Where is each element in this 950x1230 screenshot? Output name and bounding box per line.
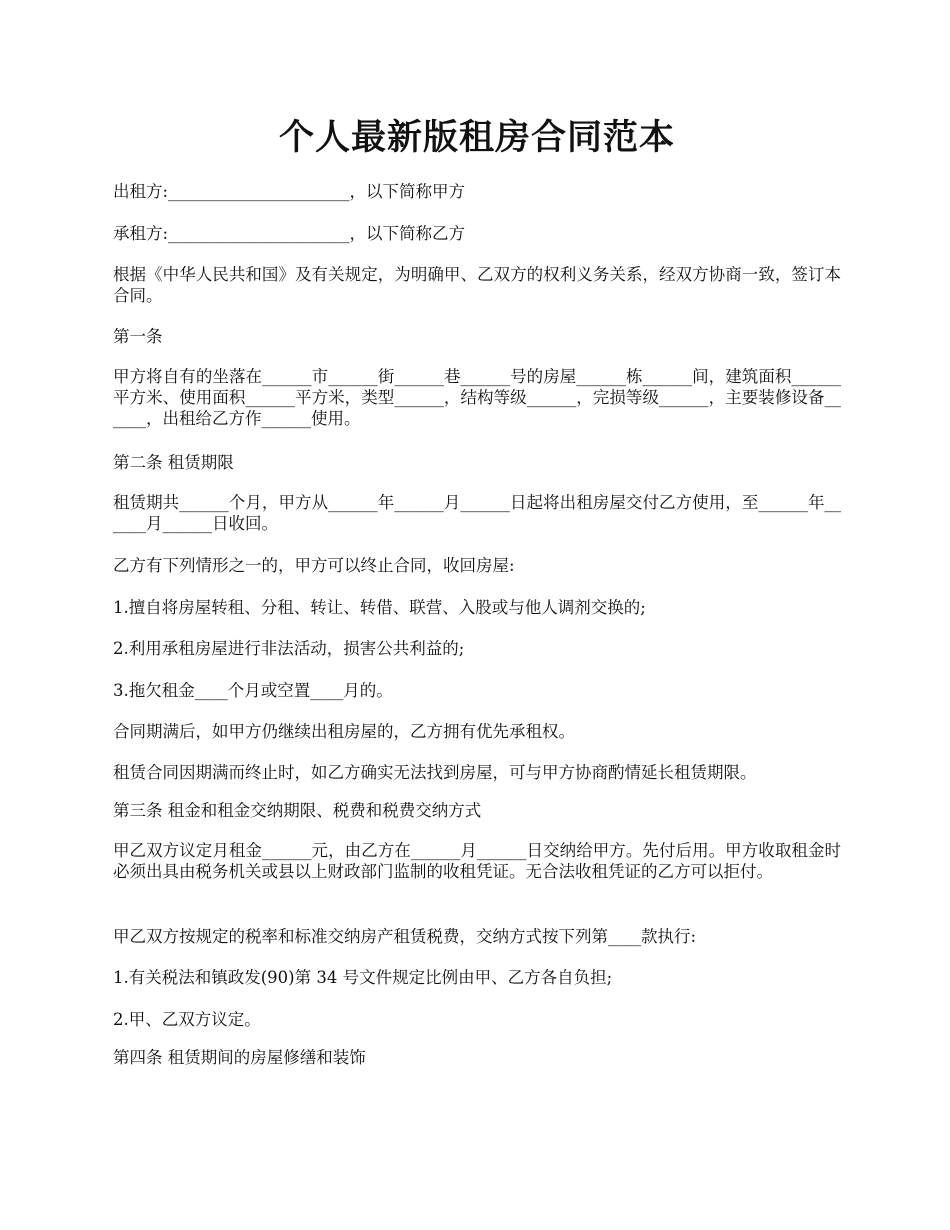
lessor-line: 出租方:______________________，以下简称甲方 [113,182,466,201]
article-2-heading: 第二条 租赁期限 [113,453,234,472]
termination-item-3: 3.拖欠租金____个月或空置____月的。 [113,681,393,700]
tax-item-2: 2.甲、乙双方议定。 [113,1010,261,1029]
article-1-body: 甲方将自有的坐落在______市______街______巷______号的房屋______栋______间，建筑面积______平方米、使用面积______平方米，类型______，结构等级______，完损等级______，主要装修设备______，出租给乙方作______使用。 [113,367,841,428]
termination-intro: 乙方有下列情形之一的，甲方可以终止合同，收回房屋: [113,556,515,575]
termination-item-2: 2.利用承租房屋进行非法活动，损害公共利益的; [113,639,465,658]
document-title: 个人最新版租房合同范本 [278,117,675,158]
article-1-heading: 第一条 [113,327,163,346]
article-2-body: 租赁期共______个月，甲方从______年______月______日起将出租房屋交付乙方使用，至______年______月______日收回。 [113,493,841,533]
article-3-rent-paragraph: 甲乙双方议定月租金______元，由乙方在______月______日交纳给甲方。先付后用。甲方收取租金时必须出具由税务机关或县以上财政部门监制的收租凭证。无合法收租凭证的乙方可以拒付。 [113,841,841,881]
termination-item-1: 1.擅自将房屋转租、分租、转让、转借、联营、入股或与他人调剂交换的; [113,598,646,617]
lessee-line: 承租方:______________________，以下简称乙方 [113,224,466,243]
tax-item-1: 1.有关税法和镇政发(90)第 34 号文件规定比例由甲、乙方各自负担; [113,968,613,987]
article-3-heading: 第三条 租金和租金交纳期限、税费和税费交纳方式 [113,801,482,820]
priority-renewal-paragraph: 合同期满后，如甲方仍继续出租房屋的，乙方拥有优先承租权。 [113,722,575,741]
preamble-paragraph: 根据《中华人民共和国》及有关规定，为明确甲、乙双方的权利义务关系，经双方协商一致，签订本合同。 [113,265,841,305]
article-3-tax-paragraph: 甲乙双方按规定的税率和标准交纳房产租赁税费，交纳方式按下列第____款执行: [113,927,697,946]
article-4-heading: 第四条 租赁期间的房屋修缮和装饰 [113,1048,366,1067]
extension-paragraph: 租赁合同因期满而终止时，如乙方确实无法找到房屋，可与甲方协商酌情延长租赁期限。 [113,763,757,782]
